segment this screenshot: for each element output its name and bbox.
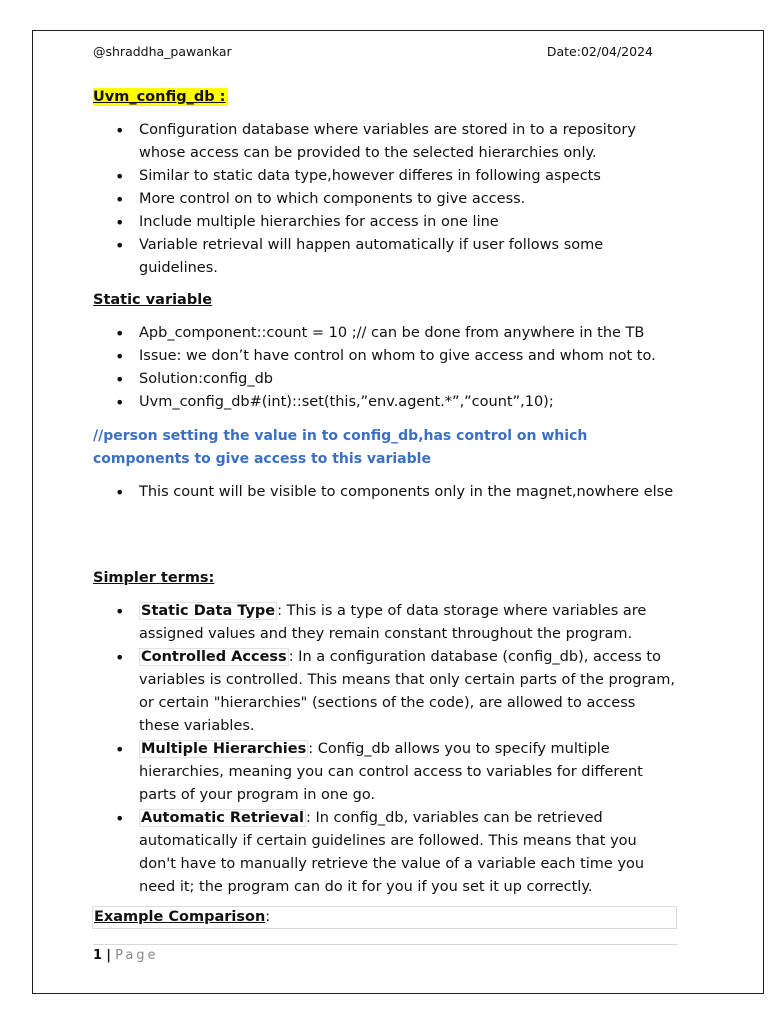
page-number: 1 xyxy=(93,948,103,963)
list-item: • Apb_component::count = 10 ;// can be done from anywhere in the TB xyxy=(93,322,678,345)
list-item: • Issue: we don’t have control on whom to give access and whom not to. xyxy=(93,345,678,368)
author-handle: @shraddha_pawankar xyxy=(93,44,232,59)
static-variable-bullet-list xyxy=(93,322,678,414)
example-heading-text: Example Comparison xyxy=(94,909,266,925)
term-description: : Config_db allows you to specify multiple hierarchies, meaning you can control access to variables for different parts of your program in one go. xyxy=(139,741,643,803)
simpler-terms-list xyxy=(93,600,678,899)
term-label: Static Data Type xyxy=(141,603,276,619)
highlighted-heading-text: Uvm_config_db : xyxy=(93,88,228,106)
heading-simpler-terms: Simpler terms: xyxy=(93,570,215,586)
list-item: • More control on to which components to give access. xyxy=(93,188,678,211)
visibility-bullet-list xyxy=(93,481,678,504)
term-label: Automatic Retrieval xyxy=(141,810,304,826)
list-item: • Configuration database where variables are stored in to a repository whose access can be provided to the selected hierarchies only. xyxy=(93,119,678,165)
list-item: • This count will be visible to components only in the magnet,nowhere else xyxy=(93,481,678,504)
list-item: • Variable retrieval will happen automatically if user follows some guidelines. xyxy=(93,234,678,280)
heading-uvm-config-db xyxy=(93,89,228,105)
footer-divider xyxy=(93,944,678,945)
list-item: • Solution:config_db xyxy=(93,368,678,391)
page-label: Page xyxy=(115,948,159,963)
list-item: • Uvm_config_db#(int)::set(this,”env.agent.*”,”count”,10); xyxy=(93,391,678,414)
list-item xyxy=(93,738,678,807)
code-comment-note: //person setting the value in to config_db,has control on which components to give access to this variable xyxy=(93,428,588,467)
page-header xyxy=(93,44,653,59)
list-item: • Similar to static data type,however differes in following aspects xyxy=(93,165,678,188)
footer-separator: | xyxy=(106,948,111,963)
heading-static-variable: Static variable xyxy=(93,292,213,308)
term-description: : In a configuration database (config_db), access to variables is controlled. This means that only certain parts of the program, or certain "hierarchies" (sections of the code), are allowed to access these variables. xyxy=(139,649,675,734)
list-item: • Include multiple hierarchies for access in one line xyxy=(93,211,678,234)
list-item xyxy=(93,807,678,899)
example-comparison-heading xyxy=(92,906,677,929)
term-description: : This is a type of data storage where variables are assigned values and they remain constant throughout the program. xyxy=(139,603,647,642)
config-db-bullet-list xyxy=(93,119,678,280)
list-item xyxy=(93,600,678,646)
term-label: Multiple Hierarchies xyxy=(141,741,307,757)
list-item xyxy=(93,646,678,738)
document-date: Date:02/04/2024 xyxy=(546,44,653,59)
page-footer xyxy=(93,948,159,963)
example-heading-colon: : xyxy=(265,909,271,925)
term-label: Controlled Access xyxy=(141,649,287,665)
term-description: : In config_db, variables can be retrieved automatically if certain guidelines are followed. This means that you don't have to manually retrieve the value of a variable each time you need it; the program can do it for you if you set it up correctly. xyxy=(139,810,645,895)
